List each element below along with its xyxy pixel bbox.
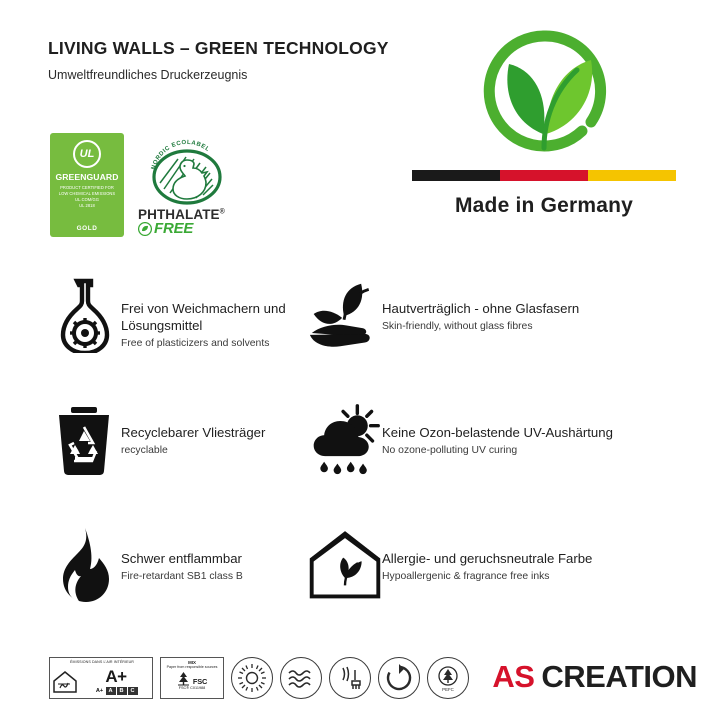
feature-subtitle: recyclable — [121, 445, 168, 457]
flask-icon — [47, 272, 121, 358]
feature-title: Allergie- und geruchsneutrale Farbe — [382, 551, 593, 566]
feature-title: Recyclebarer Vliesträger — [121, 425, 266, 440]
german-flag-bar — [412, 170, 676, 181]
fsc-badge — [160, 657, 224, 699]
feature-text — [121, 396, 265, 458]
indoor-air-emissions-badge — [49, 657, 153, 699]
feature-item — [0, 272, 300, 358]
scale-a-plus: A+ — [95, 688, 104, 694]
feature-title: Keine Ozon-belastende UV-Aushärtung — [382, 425, 613, 440]
feature-row — [0, 272, 727, 358]
feature-subtitle: No ozone-polluting UV curing — [382, 445, 518, 457]
feature-item — [300, 272, 700, 358]
house-emission-icon — [50, 665, 80, 698]
feature-text — [382, 522, 592, 584]
leaf-dot-icon — [138, 222, 152, 236]
made-in-germany-block — [406, 26, 682, 218]
water-waves-badge — [280, 657, 322, 699]
fsc-mix-label: MIX — [188, 660, 196, 665]
sun-rays-badge — [231, 657, 273, 699]
brand-leaf-logo — [406, 26, 682, 156]
feature-text — [382, 396, 613, 458]
feature-row — [0, 396, 727, 482]
emissions-scale — [95, 687, 138, 695]
feature-text — [121, 522, 243, 584]
swan-icon — [146, 133, 228, 205]
pefc-label: PEFC — [442, 687, 454, 692]
pefc-icon — [432, 663, 464, 693]
emissions-heading: ÉMISSIONS DANS L'AIR INTÉRIEUR — [70, 659, 134, 664]
recycle-arrow-icon — [385, 664, 413, 692]
nordic-label: NORDIC ECOLABEL — [150, 139, 211, 171]
water-waves-icon — [286, 665, 316, 691]
greenguard-level: GOLD — [76, 225, 98, 232]
sun-cloud-rain-icon — [308, 396, 382, 482]
recycle-arrow-badge — [378, 657, 420, 699]
feature-item — [0, 522, 300, 608]
feature-title: Hautverträglich - ohne Glasfasern — [382, 301, 580, 316]
flag-stripe-gold — [588, 170, 676, 181]
phthalate-text: PHTHALATE — [138, 207, 220, 222]
pefc-badge — [427, 657, 469, 699]
feature-item — [0, 396, 300, 482]
house-leaf-icon — [308, 522, 382, 608]
fsc-tree-icon — [177, 671, 190, 686]
feature-item — [300, 396, 700, 482]
nordic-ecolabel-badge — [138, 133, 234, 239]
phthalate-registered-mark: ® — [219, 208, 225, 216]
feature-subtitle: Skin-friendly, without glass fibres — [382, 321, 533, 333]
certification-badges — [50, 133, 234, 239]
feature-text — [121, 272, 300, 351]
flame-icon — [47, 522, 121, 608]
phthalate-line2: FREE — [154, 220, 194, 237]
brand-creation: CREATION — [541, 659, 697, 694]
feature-text — [382, 272, 579, 334]
feature-title: Frei von Weichmachern und Lösungsmittel — [121, 301, 286, 334]
scale-c: C — [128, 687, 138, 695]
footer — [0, 657, 727, 709]
greenguard-line2: LOW CHEMICAL EMISSIONS — [58, 190, 116, 196]
page-title: LIVING WALLS – GREEN TECHNOLOGY — [48, 38, 389, 58]
feature-row — [0, 522, 727, 608]
scale-b: B — [117, 687, 127, 695]
green-leaves-circle-icon — [473, 26, 615, 156]
recycle-bin-icon — [47, 396, 121, 482]
scale-a: A — [106, 687, 116, 695]
greenguard-gold-badge — [50, 133, 124, 237]
as-creation-logo — [492, 659, 697, 695]
flag-stripe-black — [412, 170, 500, 181]
feature-subtitle: Hypoallergenic & fragrance free inks — [382, 571, 550, 583]
greenguard-line3: UL.COM/GG — [75, 196, 99, 202]
footer-badges — [49, 657, 469, 699]
phthalate-free-badge — [138, 207, 234, 237]
feature-title: Schwer entflammbar — [121, 551, 242, 566]
flag-stripe-red — [500, 170, 588, 181]
feature-item — [300, 522, 700, 608]
ul-mark-label: UL — [79, 147, 95, 160]
feature-subtitle: Fire-retardant SB1 class B — [121, 571, 243, 583]
feature-subtitle: Free of plasticizers and solvents — [121, 338, 270, 350]
greenguard-line4: UL 2818 — [79, 202, 95, 208]
fsc-code: FSC® C011988 — [178, 686, 206, 691]
brush-scrub-badge — [329, 657, 371, 699]
page-subtitle: Umweltfreundliches Druckerzeugnis — [48, 68, 248, 82]
feature-list — [0, 272, 727, 608]
brush-scrub-icon — [335, 664, 365, 692]
fsc-label: FSC — [192, 677, 208, 687]
header — [48, 38, 448, 82]
brand-as: AS — [492, 659, 535, 694]
emissions-grade: A+ — [105, 667, 127, 686]
greenguard-details — [59, 185, 115, 209]
greenguard-line1: PRODUCT CERTIFIED FOR — [60, 185, 114, 190]
greenguard-name: GREENGUARD — [55, 172, 119, 182]
hand-leaf-icon — [308, 272, 382, 358]
ul-mark-icon — [73, 140, 101, 168]
sun-rays-icon — [237, 663, 267, 693]
made-in-germany-caption: Made in Germany — [454, 194, 634, 217]
fsc-description: Paper from responsible sources — [166, 665, 218, 669]
